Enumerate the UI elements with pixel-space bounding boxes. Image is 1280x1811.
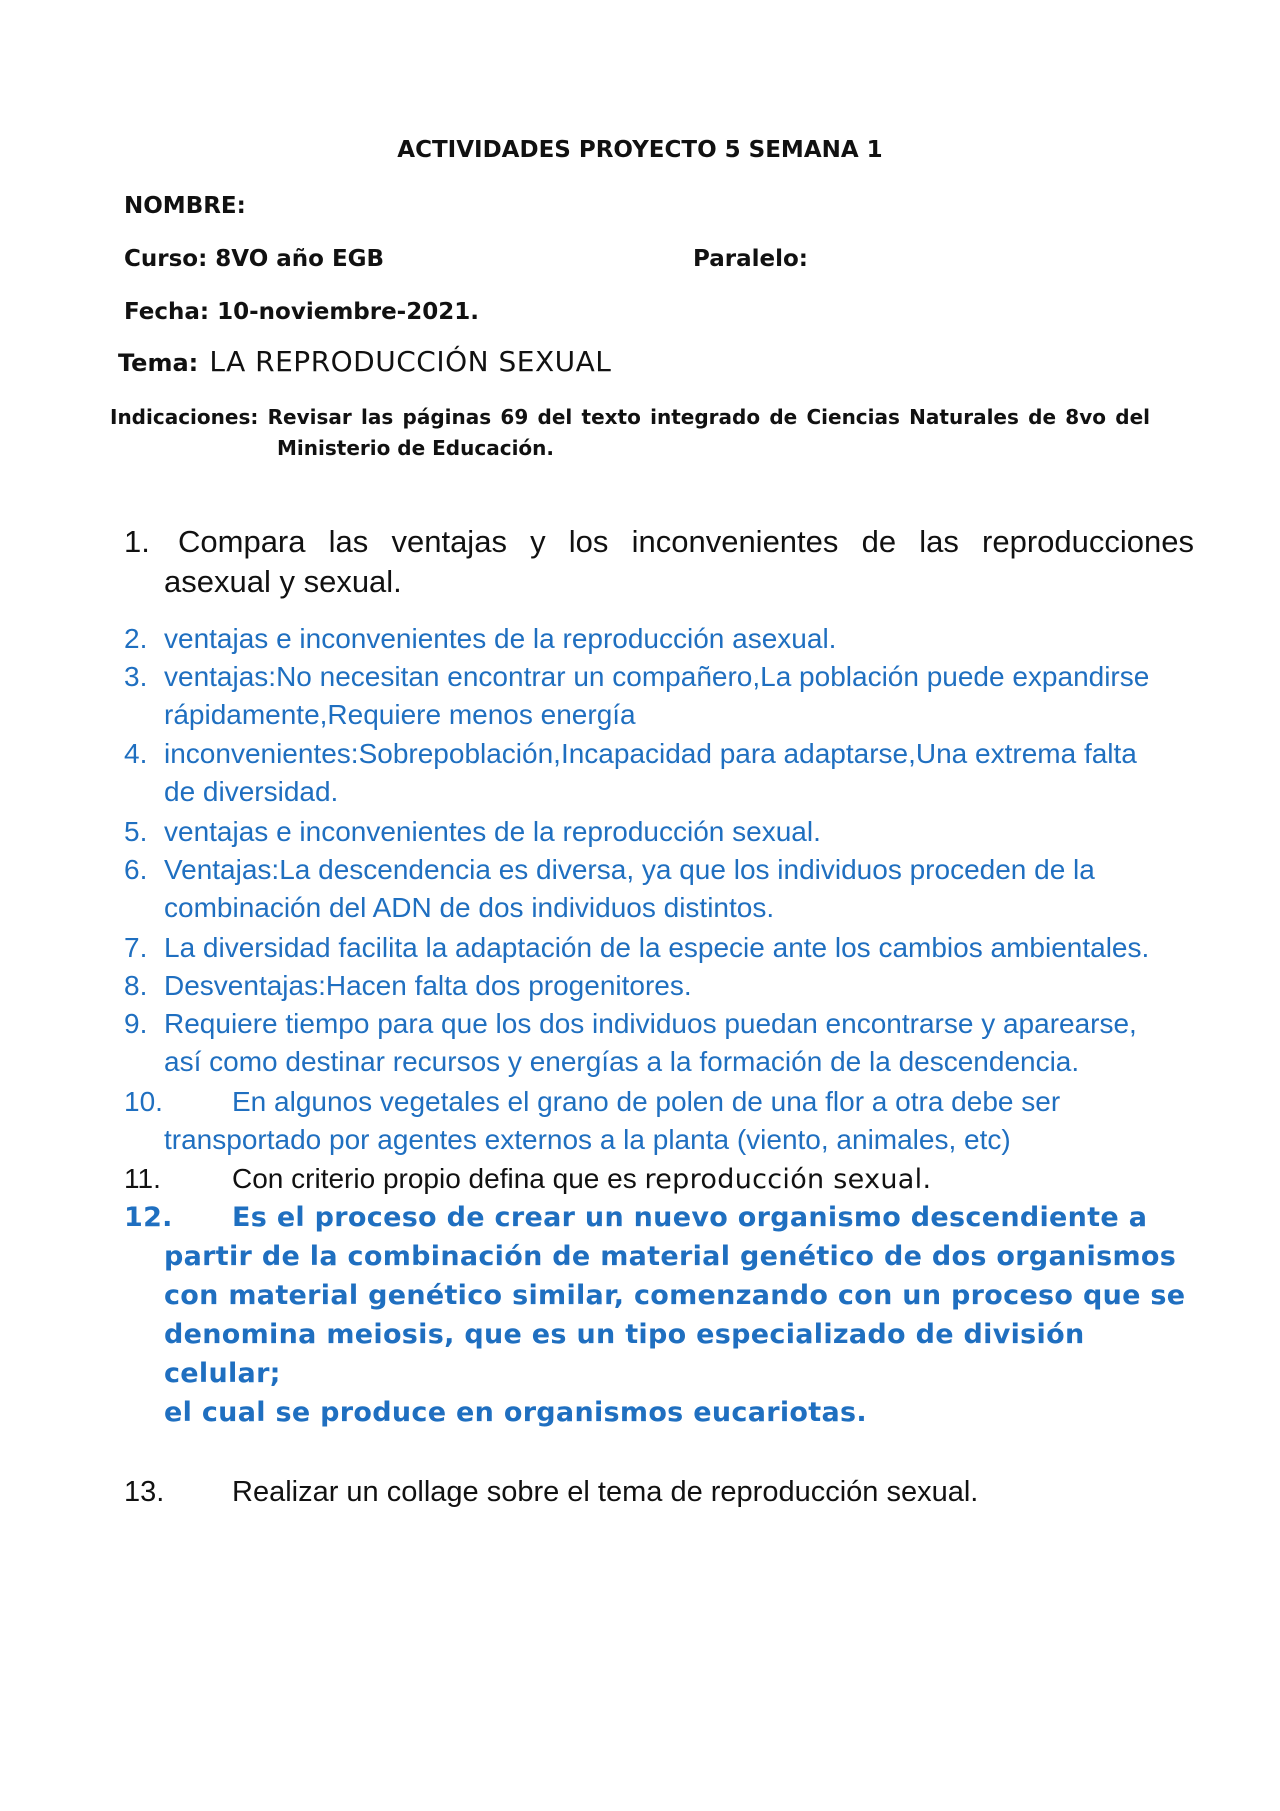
list-item — [124, 813, 1194, 851]
list-item — [124, 1083, 1194, 1159]
item-number: 1. — [124, 524, 150, 559]
item-text: Desventajas:Hacen falta dos progenitores. — [164, 970, 692, 1001]
item-text-continued: de diversidad. — [164, 776, 339, 807]
item-text: Con criterio propio defina que es — [232, 1163, 645, 1194]
item-number: 9. — [124, 1008, 148, 1039]
item-number: 2. — [124, 623, 148, 654]
list-item — [124, 1160, 1194, 1199]
item-text-continued: partir de la combinación de material genético de dos organismos — [164, 1241, 1177, 1272]
item-text: ventajas e inconvenientes de la reproducción sexual. — [164, 816, 821, 847]
list-item — [124, 522, 1194, 602]
item-text: inconvenientes:Sobrepoblación,Incapacidad para adaptarse,Una extrema falta — [164, 738, 1137, 769]
list-item — [124, 1473, 1194, 1511]
item-text-continued: asexual y sexual. — [164, 564, 402, 599]
list-item — [124, 1198, 1194, 1432]
item-text-continued: con material genético similar, comenzando con un proceso que se — [164, 1280, 1186, 1311]
tema-label: Tema: — [118, 349, 199, 377]
item-text-continued: así como destinar recursos y energías a la formación de la descendencia. — [164, 1046, 1080, 1077]
item-text: ventajas e inconvenientes de la reproducción asexual. — [164, 623, 837, 654]
item-number: 12. — [124, 1202, 173, 1233]
item-number: 10. — [124, 1086, 163, 1117]
item-number: 7. — [124, 932, 148, 963]
curso-field: Curso: 8VO año EGB — [124, 246, 385, 272]
list-item — [124, 929, 1194, 967]
item-number: 4. — [124, 738, 148, 769]
tema-value: LA REPRODUCCIÓN SEXUAL — [209, 345, 612, 378]
item-text: En algunos vegetales el grano de polen de una flor a otra debe ser — [232, 1086, 1061, 1117]
list-item — [124, 658, 1194, 734]
list-item — [124, 851, 1194, 927]
item-text: Compara las ventajas y los inconvenientes de las reproducciones — [178, 524, 1194, 559]
document-title: ACTIVIDADES PROYECTO 5 SEMANA 1 — [397, 137, 883, 163]
fecha-field: Fecha: 10-noviembre-2021. — [124, 299, 479, 325]
item-text: Es el proceso de crear un nuevo organismo descendiente a — [232, 1202, 1148, 1233]
item-text-continued: rápidamente,Requiere menos energía — [164, 699, 636, 730]
item-text: Ventajas:La descendencia es diversa, ya que los individuos proceden de la — [164, 854, 1095, 885]
item-text: La diversidad facilita la adaptación de la especie ante los cambios ambientales. — [164, 932, 1150, 963]
list-item — [124, 620, 1194, 658]
list-item — [124, 1005, 1194, 1081]
item-text-continued: denomina meiosis, que es un tipo especializado de división celular; — [164, 1319, 1085, 1389]
indicaciones-line-2: Ministerio de Educación. — [277, 436, 555, 460]
item-text: ventajas:No necesitan encontrar un compañero,La población puede expandirse — [164, 661, 1150, 692]
item-number: 11. — [124, 1163, 161, 1194]
list-item — [124, 735, 1194, 811]
nombre-label: NOMBRE: — [124, 193, 246, 219]
item-text: Realizar un collage sobre el tema de reproducción sexual. — [232, 1476, 979, 1508]
item-number: 6. — [124, 854, 148, 885]
item-text: Requiere tiempo para que los dos individuos puedan encontrarse y aparearse, — [164, 1008, 1137, 1039]
item-number: 8. — [124, 970, 148, 1001]
indicaciones-line-1: Indicaciones: Revisar las páginas 69 del texto integrado de Ciencias Naturales de 8vo del — [110, 405, 1150, 429]
item-number: 3. — [124, 661, 148, 692]
item-number: 13. — [124, 1476, 165, 1508]
tema-line — [118, 345, 611, 378]
item-text-continued: combinación del ADN de dos individuos distintos. — [164, 892, 775, 923]
item-text-continued: el cual se produce en organismos eucariotas. — [164, 1397, 867, 1428]
item-text-continued: transportado por agentes externos a la planta (viento, animales, etc) — [164, 1124, 1011, 1155]
item-number: 5. — [124, 816, 148, 847]
item-text-emphasis: reproducción sexual. — [644, 1164, 932, 1195]
list-item — [124, 967, 1194, 1005]
paralelo-label: Paralelo: — [693, 246, 808, 272]
